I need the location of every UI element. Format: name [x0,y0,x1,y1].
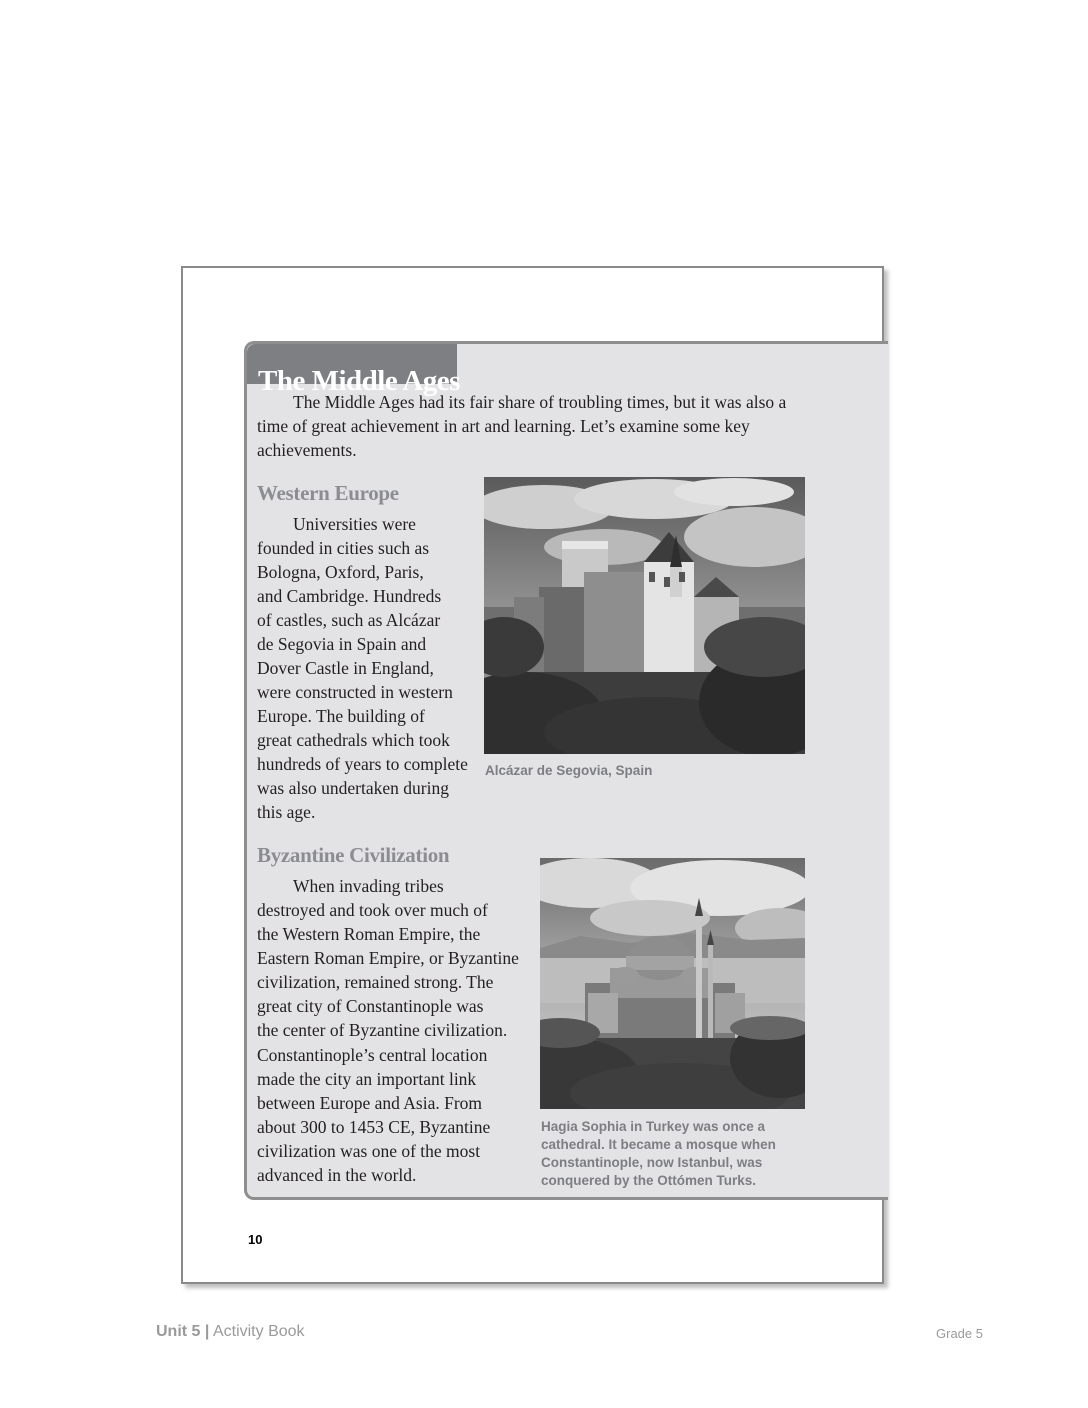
western-line: and Cambridge. Hundreds [257,586,442,606]
caption-line: Constantinople, now Istanbul, was [541,1155,763,1170]
western-line: hundreds of years to complete [257,754,468,774]
hagia-sophia-photo [540,858,805,1109]
western-line: was also undertaken during [257,778,449,798]
footer-book-label: Activity Book [212,1323,305,1340]
western-line: Dover Castle in England, [257,658,434,678]
western-line: of castles, such as Alcázar [257,610,441,630]
byzantine-line: Eastern Roman Empire, or Byzantine [257,948,519,968]
footer-grade: Grade 5 [936,1326,983,1341]
western-line: Universities were [293,514,416,534]
footer-unit-label: Unit 5 [156,1323,201,1340]
western-line: were constructed in western [257,682,453,702]
western-line: de Segovia in Spain and [257,634,427,654]
byzantine-line: the Western Roman Empire, the [257,924,481,944]
western-line: Europe. The building of [257,706,425,726]
western-europe-heading: Western Europe [257,481,399,505]
footer-unit [156,1323,305,1341]
byzantine-line: made the city an important link [257,1069,477,1089]
footer-separator: | [204,1323,210,1340]
western-line: great cathedrals which took [257,730,450,750]
western-line: Bologna, Oxford, Paris, [257,562,424,582]
byzantine-line: civilization, remained strong. The [257,972,494,992]
byzantine-line: between Europe and Asia. From [257,1093,483,1113]
byzantine-heading: Byzantine Civilization [257,843,450,867]
byzantine-line: advanced in the world. [257,1165,417,1185]
caption-line: Hagia Sophia in Turkey was once a [541,1119,766,1134]
western-line: founded in cities such as [257,538,430,558]
intro-paragraph: The Middle Ages had its fair share of troubling times, but it was also a time of great achievement in art and learning. Let’s examine some key achievements. [257,392,787,460]
caption-line: cathedral. It became a mosque when [541,1137,776,1152]
byzantine-line: destroyed and took over much of [257,900,488,920]
western-line: this age. [257,802,316,822]
byzantine-line: great city of Constantinople was [257,996,484,1016]
byzantine-line: When invading tribes [293,876,444,896]
byzantine-line: the center of Byzantine civilization. [257,1020,508,1040]
alcazar-caption: Alcázar de Segovia, Spain [485,763,653,778]
byzantine-line: civilization was one of the most [257,1141,481,1161]
section-title: The Middle Ages [258,365,460,398]
byzantine-line: about 300 to 1453 CE, Byzantine [257,1117,491,1137]
page-number: 10 [248,1232,263,1247]
byzantine-line: Constantinople’s central location [257,1045,488,1065]
alcazar-photo [484,477,805,754]
caption-line: conquered by the Ottómen Turks. [541,1173,757,1188]
